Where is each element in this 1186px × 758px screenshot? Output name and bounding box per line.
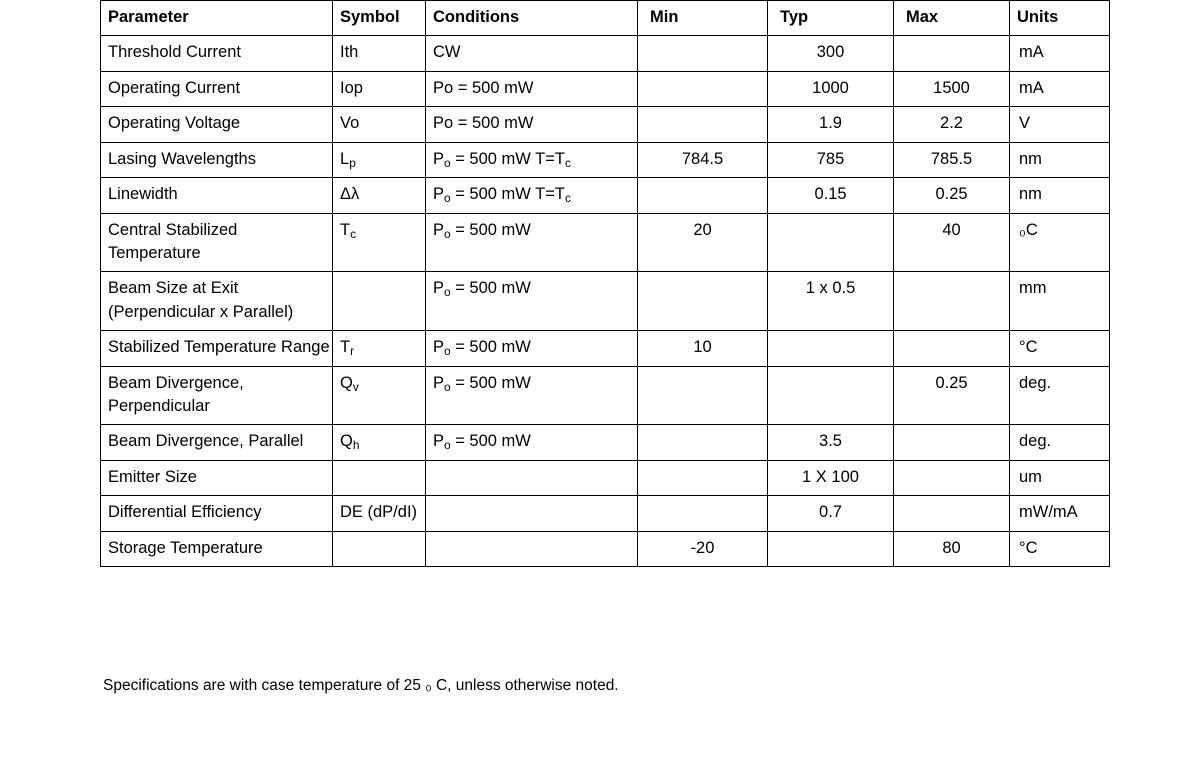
cell-max: 785.5 bbox=[894, 142, 1010, 177]
table-row bbox=[101, 331, 1110, 366]
cell-symbol bbox=[333, 366, 426, 425]
symbol-subscript: h bbox=[352, 438, 360, 453]
cell-symbol bbox=[333, 213, 426, 272]
cell-units: nm bbox=[1010, 178, 1110, 213]
subscript-o: o bbox=[444, 191, 451, 206]
cell-min bbox=[638, 107, 768, 142]
cell-symbol bbox=[333, 331, 426, 366]
cell-conditions: Po = 500 mW bbox=[426, 107, 638, 142]
cell-typ: 1 X 100 bbox=[768, 460, 894, 495]
cell-units: deg. bbox=[1010, 366, 1110, 425]
cell-symbol bbox=[333, 142, 426, 177]
cell-max: 1500 bbox=[894, 71, 1010, 106]
cell-max: 0.25 bbox=[894, 178, 1010, 213]
symbol-base: Q bbox=[340, 373, 353, 392]
cell-parameter: Beam Size at Exit (Perpendicular x Parallel) bbox=[101, 272, 333, 331]
cell-parameter: Emitter Size bbox=[101, 460, 333, 495]
cell-min bbox=[638, 460, 768, 495]
subscript-o: o bbox=[444, 226, 451, 241]
column-header-min: Min bbox=[638, 1, 768, 36]
symbol-subscript: p bbox=[349, 155, 356, 170]
symbol-base: T bbox=[340, 220, 351, 239]
cell-typ: 0.7 bbox=[768, 496, 894, 531]
cell-typ: 3.5 bbox=[768, 425, 894, 460]
symbol-base: L bbox=[340, 149, 350, 168]
cell-units: mm bbox=[1010, 272, 1110, 331]
specifications-table bbox=[100, 0, 1110, 567]
cell-min bbox=[638, 178, 768, 213]
cell-max: 80 bbox=[894, 531, 1010, 566]
cell-symbol bbox=[333, 460, 426, 495]
cell-conditions bbox=[426, 531, 638, 566]
cell-symbol bbox=[333, 272, 426, 331]
cell-typ: 1000 bbox=[768, 71, 894, 106]
cell-typ bbox=[768, 531, 894, 566]
cell-conditions: Po = 500 mW bbox=[426, 71, 638, 106]
column-header-conditions: Conditions bbox=[426, 1, 638, 36]
cell-symbol: Ith bbox=[333, 36, 426, 71]
cell-units: mW/mA bbox=[1010, 496, 1110, 531]
cell-parameter: Central Stabilized Temperature bbox=[101, 213, 333, 272]
cell-typ bbox=[768, 366, 894, 425]
table-row bbox=[101, 531, 1110, 566]
subscript-o: o bbox=[444, 438, 451, 453]
cell-typ bbox=[768, 213, 894, 272]
cell-parameter: Stabilized Temperature Range bbox=[101, 331, 333, 366]
cell-symbol bbox=[333, 425, 426, 460]
cell-units: °C bbox=[1010, 531, 1110, 566]
table-row bbox=[101, 272, 1110, 331]
cell-symbol bbox=[333, 531, 426, 566]
table-body bbox=[101, 36, 1110, 567]
cell-units: ₀C bbox=[1010, 213, 1110, 272]
subscript-o: o bbox=[444, 344, 451, 359]
cell-parameter: Differential Efficiency bbox=[101, 496, 333, 531]
cell-typ: 785 bbox=[768, 142, 894, 177]
cell-symbol: Vo bbox=[333, 107, 426, 142]
cell-conditions: $P_o = 500$ mW bbox=[426, 331, 638, 366]
subscript-c: c bbox=[564, 155, 571, 170]
column-header-typ: Typ bbox=[768, 1, 894, 36]
cell-units: deg. bbox=[1010, 425, 1110, 460]
table-row bbox=[101, 142, 1110, 177]
subscript-c: c bbox=[564, 191, 571, 206]
cell-conditions: $P_o = 500$ mW bbox=[426, 366, 638, 425]
symbol-base: T bbox=[340, 338, 351, 357]
cell-units: um bbox=[1010, 460, 1110, 495]
symbol-subscript: c bbox=[350, 226, 357, 241]
cell-parameter: Beam Divergence, Perpendicular bbox=[101, 366, 333, 425]
cell-parameter: Lasing Wavelengths bbox=[101, 142, 333, 177]
cell-max bbox=[894, 331, 1010, 366]
cell-conditions: CW bbox=[426, 36, 638, 71]
subscript-o: o bbox=[444, 379, 451, 394]
cell-min: 784.5 bbox=[638, 142, 768, 177]
cell-typ: 1.9 bbox=[768, 107, 894, 142]
cell-max bbox=[894, 425, 1010, 460]
cell-min: -20 bbox=[638, 531, 768, 566]
table-row bbox=[101, 107, 1110, 142]
cell-parameter: Operating Voltage bbox=[101, 107, 333, 142]
cell-units: mA bbox=[1010, 36, 1110, 71]
cell-max: 2.2 bbox=[894, 107, 1010, 142]
table-row bbox=[101, 460, 1110, 495]
column-header-max: Max bbox=[894, 1, 1010, 36]
cell-conditions: $P_o = 500$ mW bbox=[426, 425, 638, 460]
cell-conditions bbox=[426, 460, 638, 495]
table-row bbox=[101, 178, 1110, 213]
cell-max bbox=[894, 272, 1010, 331]
cell-max: 0.25 bbox=[894, 366, 1010, 425]
column-header-symbol: Symbol bbox=[333, 1, 426, 36]
cell-units: V bbox=[1010, 107, 1110, 142]
cell-parameter: Linewidth bbox=[101, 178, 333, 213]
symbol-base: Q bbox=[340, 432, 353, 451]
symbol-subscript: r bbox=[350, 344, 355, 359]
table-row bbox=[101, 36, 1110, 71]
cell-min bbox=[638, 36, 768, 71]
cell-max bbox=[894, 496, 1010, 531]
cell-max bbox=[894, 460, 1010, 495]
cell-units: mA bbox=[1010, 71, 1110, 106]
table-row bbox=[101, 425, 1110, 460]
cell-parameter: Storage Temperature bbox=[101, 531, 333, 566]
cell-symbol: Iop bbox=[333, 71, 426, 106]
cell-parameter: Beam Divergence, Parallel bbox=[101, 425, 333, 460]
table-footnote: Specifications are with case temperature of 25 ₀ C, unless otherwise noted. bbox=[103, 677, 619, 694]
cell-conditions: $P_o = 500$ mW bbox=[426, 272, 638, 331]
cell-max bbox=[894, 36, 1010, 71]
cell-symbol: Δλ bbox=[333, 178, 426, 213]
cell-units: nm bbox=[1010, 142, 1110, 177]
column-header-units: Units bbox=[1010, 1, 1110, 36]
cell-conditions: $P_o = 500$ mW $T=T_c$ bbox=[426, 142, 638, 177]
cell-typ: 1 x 0.5 bbox=[768, 272, 894, 331]
subscript-o: o bbox=[444, 155, 451, 170]
cell-parameter: Operating Current bbox=[101, 71, 333, 106]
column-header-parameter: Parameter bbox=[101, 1, 333, 36]
cell-typ bbox=[768, 331, 894, 366]
cell-min bbox=[638, 71, 768, 106]
cell-units: °C bbox=[1010, 331, 1110, 366]
cell-typ: 0.15 bbox=[768, 178, 894, 213]
cell-parameter: Threshold Current bbox=[101, 36, 333, 71]
table-header-row bbox=[101, 1, 1110, 36]
cell-symbol: DE (dP/dI) bbox=[333, 496, 426, 531]
symbol-subscript: v bbox=[352, 379, 359, 394]
cell-min: 10 bbox=[638, 331, 768, 366]
cell-typ: 300 bbox=[768, 36, 894, 71]
cell-conditions: $P_o = 500$ mW bbox=[426, 213, 638, 272]
table-row bbox=[101, 71, 1110, 106]
table-row bbox=[101, 496, 1110, 531]
cell-max: 40 bbox=[894, 213, 1010, 272]
cell-conditions: $P_o = 500$ mW $T=T_c$ bbox=[426, 178, 638, 213]
cell-conditions bbox=[426, 496, 638, 531]
table-row bbox=[101, 366, 1110, 425]
table-header bbox=[101, 1, 1110, 36]
table-row bbox=[101, 213, 1110, 272]
cell-min bbox=[638, 366, 768, 425]
cell-min: 20 bbox=[638, 213, 768, 272]
cell-min bbox=[638, 272, 768, 331]
subscript-o: o bbox=[444, 285, 451, 300]
cell-min bbox=[638, 425, 768, 460]
cell-min bbox=[638, 496, 768, 531]
